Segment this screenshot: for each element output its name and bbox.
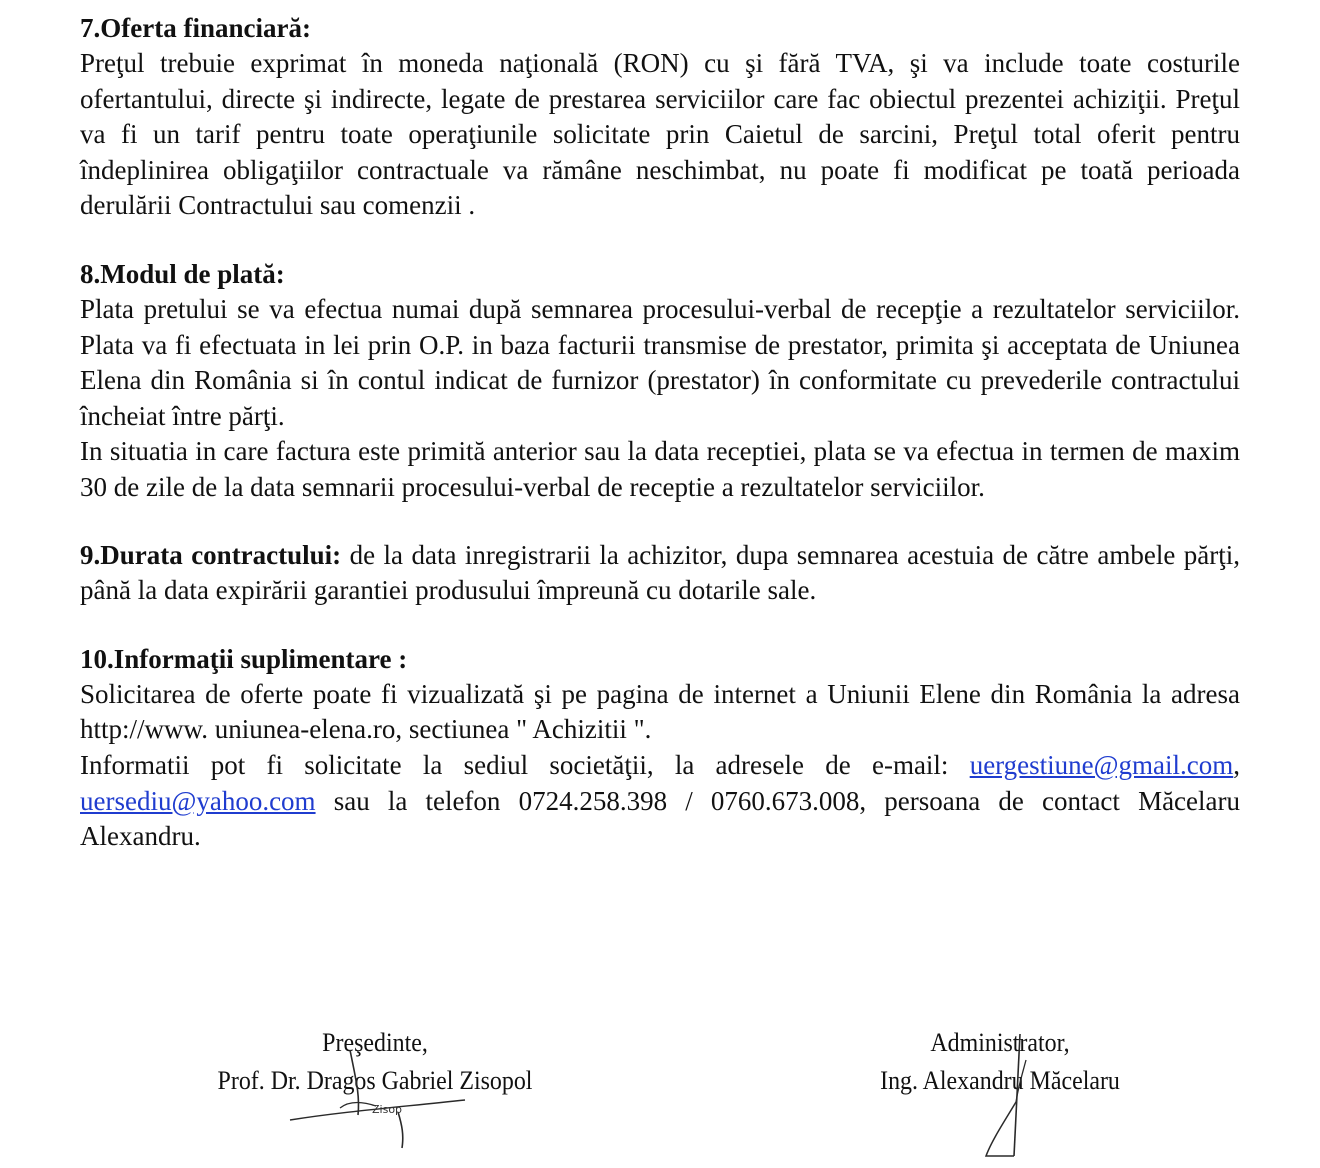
section-body: Plata pretului se va efectua numai după semnarea procesului-verbal de recepţie a rezultatelor serviciilor. Plata va fi efectuata in lei prin O.P. in baza facturii transmise de prestator, primita şi acceptata de Uniunea Elena din România si în contul indicat de furnizor (prestator) în conformitate cu prevederile contractului încheiat între părţi.: [80, 293, 1240, 431]
signature-role: Administrator,: [930, 1028, 1070, 1057]
section-durata-contractului: [80, 538, 1240, 609]
section-body: Preţul trebuie exprimat în moneda naţională (RON) cu şi fără TVA, şi va include toate costurile ofertantului, directe şi indirecte, legate de prestarea serviciilor care fac obiectul prezentei achiziţii. Preţul va fi un tarif pentru toate operaţiunile solicitate prin Caietul de sarcini, Preţul total oferit pentru îndeplinirea obligaţiilor contractuale va rămâne neschimbat, nu poate fi modificat pe toată perioada derulării Contractului sau comenzii .: [80, 48, 1240, 221]
section-body: [80, 748, 1240, 855]
section-text: de la data inregistrarii la achizitor, dupa semnarea acestuia de către ambele părţi, până la data expirării garantiei produsului împreună cu dotarile sale.: [80, 539, 1240, 606]
email-link-gestiune[interactable]: uergestiune@gmail.com: [969, 749, 1234, 780]
comma: ,: [1233, 749, 1240, 780]
section-text: sau la telefon 0724.258.398 / 0760.673.008, persoana de contact Măcelaru Alexandru.: [80, 785, 1240, 852]
section-heading: 8.Modul de plată:: [80, 258, 285, 289]
section-heading: 10.Informaţii suplimentare :: [80, 643, 408, 674]
document-page: [80, 10, 1240, 855]
signature-name: Ing. Alexandru Măcelaru: [880, 1066, 1120, 1095]
section-modul-de-plata: [80, 256, 1240, 506]
section-body: In situatia in care factura este primită anterior sau la data receptiei, plata se va efectua in termen de maxim 30 de zile de la data semnarii procesului-verbal de receptie a rezultatelor serviciilor.: [80, 436, 1240, 502]
handwritten-signature-text: Zisop: [372, 1103, 403, 1116]
section-informatii-suplimentare: [80, 641, 1240, 855]
email-link-sediu[interactable]: uersediu@yahoo.com: [80, 785, 316, 816]
section-heading: 7.Oferta financiară:: [80, 13, 311, 43]
section-body: Solicitarea de oferte poate fi vizualizată şi pe pagina de internet a Uniunii Elene din România la adresa http://www. uniunea-elena.ro, sectiunea " Achizitii ".: [80, 678, 1240, 745]
signature-block-president: [168, 1024, 582, 1100]
signature-block-administrator: [816, 1024, 1184, 1100]
signature-role: Preşedinte,: [322, 1028, 428, 1057]
signature-name: Prof. Dr. Dragos Gabriel Zisopol: [217, 1066, 533, 1095]
section-body: [80, 538, 1240, 609]
section-oferta-financiara: [80, 10, 1240, 224]
section-text: Informatii pot fi solicitate la sediul societăţii, la adresele de e-mail:: [80, 749, 970, 780]
section-heading: 9.Durata contractului:: [80, 539, 342, 570]
